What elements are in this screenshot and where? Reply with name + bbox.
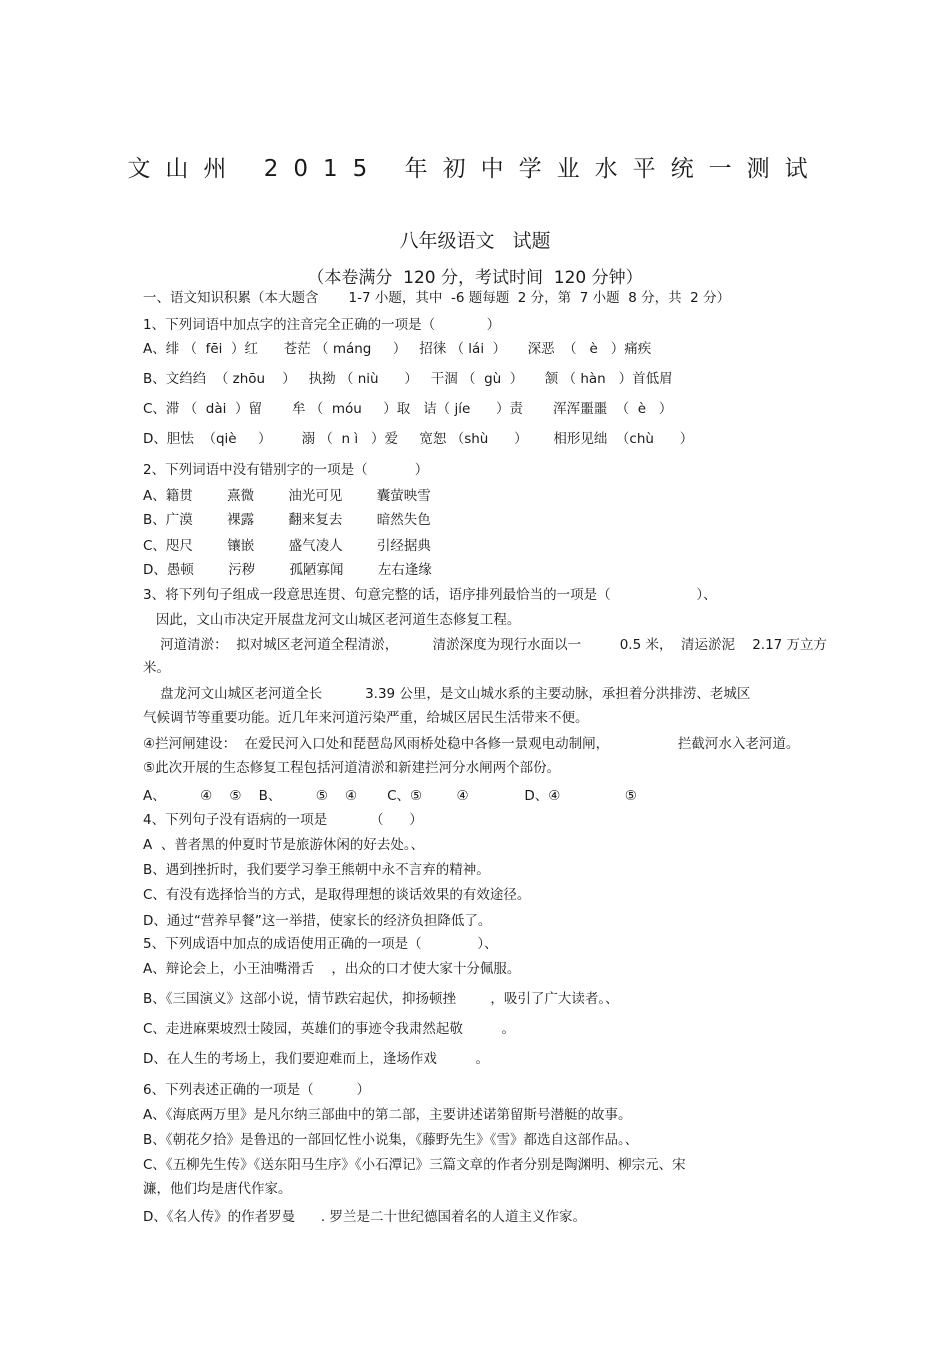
q4-option-b: B、遇到挫折时，我们要学习拳王熊朝中永不言弃的精神。 xyxy=(143,862,490,878)
q5-option-d: D、在人生的考场上，我们要迎难而上，逢场作戏 。 xyxy=(143,1051,490,1067)
q1-option-a: A、绯 （ fēi ）红 苍茫 （ máng ） 招徕 （ lái ） 深恶 （ è ）痛疾 xyxy=(143,341,652,357)
q5-option-b: B、《三国演义》这部小说，情节跌宕起伏，抑扬顿挫 ，吸引了广大读者。、 xyxy=(143,991,619,1007)
q3-sentence-3-cont: 气候调节等重要功能。近几年来河道污染严重，给城区居民生活带来不便。 xyxy=(143,710,589,726)
question-1: 1、下列词语中加点字的注音完全正确的一项是（ ） xyxy=(143,317,501,333)
q1-option-c: C、滞 （ dài ）留 牟 （ móu ）取 诘（ jíe ）责 浑浑噩噩 （ è ） xyxy=(143,401,673,417)
question-3: 3、将下列句子组成一段意思连贯、句意完整的话，语序排列最恰当的一项是（ ）、 xyxy=(143,587,717,603)
q6-option-c-cont: 濂，他们均是唐代作家。 xyxy=(143,1181,292,1197)
q6-option-d: D、《名人传》的作者罗曼 . 罗兰是二十世纪德国着名的人道主义作家。 xyxy=(143,1209,586,1225)
question-5: 5、下列成语中加点的成语使用正确的一项是（ ）、 xyxy=(143,936,498,952)
exam-subtitle: 八年级语文 试题 xyxy=(399,230,551,252)
question-6: 6、下列表述正确的一项是（ ） xyxy=(143,1082,371,1098)
q3-options: A、 ④ ⑤ B、 ⑤ ④ C、⑤ ④ D、④ ⑤ xyxy=(143,788,637,804)
q2-option-a: A、籍贯 熹微 油光可见 囊萤映雪 xyxy=(143,488,431,504)
exam-title: 文山州 2015 年初中学业水平统一测试 xyxy=(127,156,823,182)
q5-option-a: A、辩论会上，小王油嘴滑舌 ，出众的口才使大家十分佩服。 xyxy=(143,961,521,977)
q5-option-c: C、走进麻栗坡烈士陵园，英雄们的事迹令我肃然起敬 。 xyxy=(143,1021,516,1037)
q3-sentence-1: 因此，文山市决定开展盘龙河文山城区老河道生态修复工程。 xyxy=(143,612,521,628)
question-4: 4、下列句子没有语病的一项是 （ ） xyxy=(143,812,423,828)
q6-option-c: C、《五柳先生传》《送东阳马生序》《小石潭记》三篇文章的作者分别是陶渊明、柳宗元、宋 xyxy=(143,1157,686,1173)
q2-option-b: B、广漠 裸露 翻来复去 暗然失色 xyxy=(143,512,431,528)
q6-option-a: A、《海底两万里》是凡尔纳三部曲中的第二部，主要讲述诺第留斯号潜艇的故事。 xyxy=(143,1107,632,1123)
q4-option-d: D、通过“营养早餐”这一举措，使家长的经济负担降低了。 xyxy=(143,913,492,929)
q3-sentence-2: 河道清淤： 拟对城区老河道全程清淤， 清淤深度为现行水面以一 0.5 米， 清运淤泥 2.17 万立方 xyxy=(143,637,828,653)
q3-sentence-2-cont: 米。 xyxy=(143,660,170,676)
q6-option-b: B、《朝花夕拾》是鲁迅的一部回忆性小说集，《藤野先生》《雪》都选自这部作品。、 xyxy=(143,1132,639,1148)
q3-sentence-5: ⑤此次开展的生态修复工程包括河道清淤和新建拦河分水闸两个部份。 xyxy=(143,760,561,776)
q3-sentence-3: 盘龙河文山城区老河道全长 3.39 公里，是文山城水系的主要动脉，承担着分洪排涝、老城区 xyxy=(143,686,751,702)
question-2: 2、下列词语中没有错别字的一项是（ ） xyxy=(143,462,429,478)
q4-option-a: A 、普者黑的仲夏时节是旅游休闲的好去处。、 xyxy=(143,837,425,853)
q4-option-c: C、有没有选择恰当的方式，是取得理想的谈话效果的有效途径。 xyxy=(143,887,531,903)
exam-note: （本卷满分 120 分，考试时间 120 分钟） xyxy=(307,268,643,288)
section-heading: 一、语文知识积累（本大题含 1-7 小题，其中 -6 题每题 2 分，第 7 小题 8 分，共 2 分） xyxy=(143,290,731,306)
q3-sentence-4: ④拦河闸建设： 在爱民河入口处和琵琶岛风雨桥处稳中各修一景观电动制闸， 拦截河水入老河道。 xyxy=(143,736,800,752)
q2-option-c: C、咫尺 镶嵌 盛气凌人 引经据典 xyxy=(143,538,431,554)
q1-option-b: B、文绉绉 （ zhōu ） 执拗 （ niù ） 干涸 （ gù ） 颔 （ hàn ）首低眉 xyxy=(143,371,673,387)
q2-option-d: D、愚顿 污秽 孤陋寡闻 左右逢缘 xyxy=(143,562,432,578)
q1-option-d: D、胆怯 （qiè ） 溺 （ n ì ）爱 宽恕 （shù ） 相形见绌 （chù ） xyxy=(143,431,694,447)
